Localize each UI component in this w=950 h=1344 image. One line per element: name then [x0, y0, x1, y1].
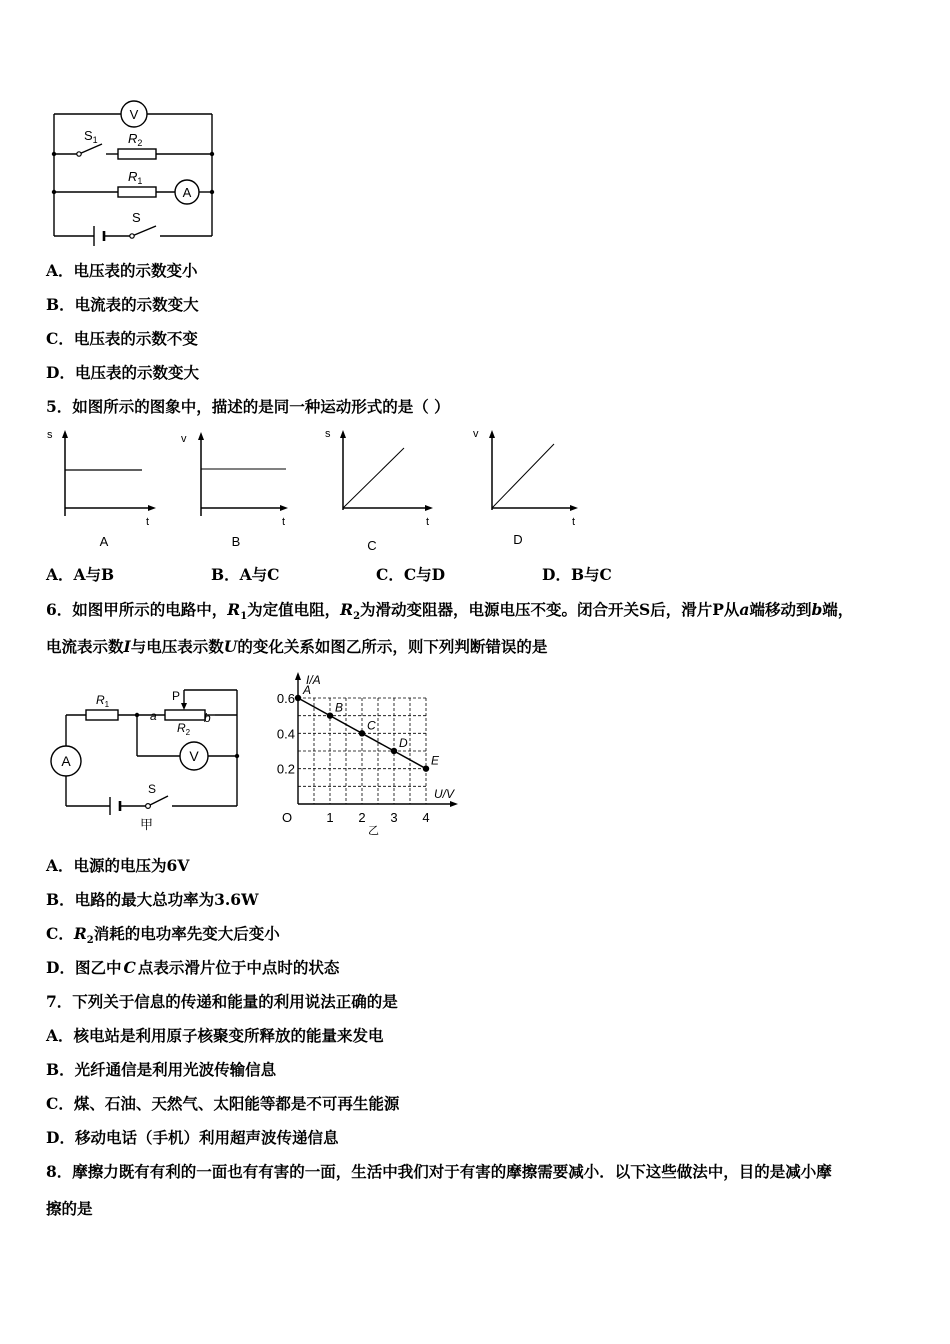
chart-x-axis-arrow: [450, 801, 458, 807]
q5-graph-d-ylabel: v: [473, 428, 479, 440]
q6-slider-arrow: [181, 703, 187, 710]
chart-point-label-b: B: [335, 700, 344, 715]
q5-option-c[interactable]: [376, 565, 445, 585]
q5-option-a[interactable]: [46, 565, 114, 585]
q4-option-b-text: 电流表的示数变大: [74, 295, 199, 314]
q4-s1-label: $S_1$: [84, 128, 98, 145]
q5-graph-c-line: [343, 448, 404, 508]
q5-option-b-text: A与C: [239, 565, 280, 584]
q6-stem-line2: [46, 637, 547, 657]
q5-graph-c-caption: C: [367, 538, 377, 553]
q6-option-a-text: 电源的电压为6V: [73, 856, 190, 875]
q4-option-a-text: 电压表的示数变小: [73, 261, 198, 280]
q6-option-a-label: A．: [46, 856, 74, 875]
q6-option-d-text: 点表示滑片位于中点时的状态: [137, 958, 340, 977]
q4-option-d-text: 电压表的示数变大: [74, 363, 199, 382]
chart-caption: 乙: [368, 825, 379, 837]
q5-graph-a: [44, 428, 164, 553]
q6-stem-emphasis: 错误: [485, 637, 517, 656]
q4-r1-label: $R_1$: [128, 169, 143, 186]
q6-r2-letter: R: [340, 600, 354, 619]
q5-graph-b-caption: B: [231, 534, 241, 549]
q6-r2-symbol: [340, 600, 361, 623]
q7-option-b-text: 光纤通信是利用光波传输信息: [74, 1060, 277, 1079]
q4-option-a-label: A．: [46, 261, 74, 280]
q8-stem-line2: 擦的是: [46, 1199, 93, 1218]
q6-stem-part: 为定值电阻，: [247, 600, 341, 619]
q4-option-a[interactable]: [46, 261, 198, 281]
q6-stem-part: 电流表示数: [46, 637, 124, 656]
q6-circuit-p-label: P: [172, 689, 181, 703]
q6-circuit-a-end: a: [150, 709, 157, 723]
q5-graph-c-ylabel: s: [325, 428, 331, 440]
chart-point-label-e: E: [431, 753, 440, 768]
q6-option-c-text: 消耗的电功率先变大后变小: [93, 924, 280, 943]
q5-option-b-label: B．: [211, 565, 240, 584]
q5-option-d-label: D．: [542, 565, 571, 584]
q6-i-symbol: I: [123, 637, 131, 656]
q5-option-d[interactable]: [542, 565, 612, 585]
q6-stem-line1: [46, 600, 853, 627]
q4-option-b[interactable]: [46, 295, 199, 315]
q6-r1-subscript: 1: [240, 611, 248, 623]
q6-option-c-symbol-letter: R: [73, 924, 87, 943]
q5-stem: 5．如图所示的图象中，描述的是同一种运动形式的是（ ）: [46, 397, 450, 416]
q6-circuit-diagram: [44, 686, 254, 836]
q5-option-a-label: A．: [46, 565, 74, 584]
q7-option-c[interactable]: [46, 1094, 399, 1114]
q6-option-d-symbol: C: [123, 958, 136, 977]
q4-s-label: S: [132, 210, 141, 225]
q5-graph-c: [322, 426, 442, 556]
q4-option-c-label: C．: [46, 329, 74, 348]
q6-option-d[interactable]: [46, 958, 339, 978]
q4-r2-resistor: [118, 149, 156, 159]
q6-stem-part: 6．如图甲所示的电路中，: [46, 600, 228, 619]
q7-option-d-text: 移动电话（手机）利用超声波传递信息: [74, 1128, 339, 1147]
chart-grid: [298, 698, 426, 804]
chart-points: [295, 683, 440, 772]
chart-x-tick-label: 1: [326, 810, 334, 825]
chart-point-label-c: C: [367, 718, 376, 733]
q5-graph-d-xlabel: t: [572, 516, 576, 528]
q4-s1-switch-contact: [77, 152, 81, 156]
q6-switch-label: S: [148, 782, 157, 796]
chart-x-tick-label: 4: [422, 810, 430, 825]
chart-y-tick-label: 0.4: [276, 726, 295, 742]
chart-point-label-a: A: [303, 683, 312, 697]
q5-graph-d-caption: D: [513, 532, 523, 547]
q4-circuit-diagram: [44, 98, 224, 246]
q7-option-d-label: D．: [46, 1128, 75, 1147]
q6-r1-letter: R: [227, 600, 241, 619]
q4-s-switch-contact: [130, 234, 134, 238]
chart-y-axis-arrow: [295, 672, 301, 680]
q5-graph-b-ylabel: v: [181, 433, 187, 445]
q6-option-c-label: C．: [46, 924, 74, 943]
q6-option-c[interactable]: [46, 924, 280, 951]
q5-graph-c-xlabel: t: [426, 516, 430, 528]
chart-x-tick-label: 3: [390, 810, 398, 825]
q5-option-c-text: C与D: [403, 565, 446, 584]
chart-y-tick-label: 0.2: [276, 761, 295, 777]
q4-option-d-label: D．: [46, 363, 75, 382]
chart-point-d: [391, 748, 397, 754]
chart-xlabel: U/V: [434, 787, 455, 801]
q6-stem-part: 为滑动变阻器，电源电压不变。闭合开关S后，滑片P从: [360, 600, 740, 619]
q4-ammeter-label: A: [182, 185, 192, 200]
q6-option-d-prefix: 图乙中: [74, 958, 122, 977]
q7-option-b[interactable]: [46, 1060, 276, 1080]
q6-circuit-caption: 甲: [140, 817, 154, 832]
q6-voltmeter-label: V: [189, 748, 199, 764]
chart-ylabel: I/A: [306, 673, 321, 687]
q4-option-d[interactable]: [46, 363, 199, 383]
q6-ammeter-label: A: [61, 753, 71, 769]
q6-option-b-label: B．: [46, 890, 75, 909]
q6-stem-part: 的变化关系如图乙所示，则下列判断: [237, 637, 486, 656]
q4-option-c-text: 电压表的示数不变: [73, 329, 198, 348]
q6-stem-part: 的是: [516, 637, 548, 656]
q5-graph-a-xlabel: t: [146, 516, 150, 528]
q6-circuit-r2-label: $R_2$: [177, 721, 191, 737]
q7-option-c-text: 煤、石油、天然气、太阳能等都是不可再生能源: [73, 1094, 400, 1113]
q6-option-b-text: 电路的最大总功率为3.6W: [74, 890, 259, 909]
q6-r1-resistor: [86, 710, 118, 720]
q6-option-c-symbol: [73, 924, 94, 947]
q4-r2-label: $R_2$: [128, 131, 143, 148]
q7-option-d[interactable]: [46, 1128, 338, 1148]
q5-graph-b-xlabel: t: [282, 516, 286, 528]
q7-option-c-label: C．: [46, 1094, 74, 1113]
chart-x-tick-label: 2: [358, 810, 366, 825]
chart-point-c: [359, 730, 365, 736]
q6-stem-part: 端，: [822, 600, 854, 619]
q6-b-end: b: [811, 600, 823, 619]
q6-stem-part: 与电压表示数: [130, 637, 224, 656]
q7-option-b-label: B．: [46, 1060, 75, 1079]
q6-stem-part: 端移动到: [749, 600, 812, 619]
chart-origin-label: O: [282, 810, 293, 825]
q5-graph-a-ylabel: s: [47, 429, 53, 441]
q7-stem: 7．下列关于信息的传递和能量的利用说法正确的是: [46, 992, 398, 1011]
q4-option-c[interactable]: [46, 329, 198, 349]
q6-switch-contact: [146, 804, 151, 809]
q4-voltmeter-label: V: [129, 107, 139, 122]
q5-graph-d-line: [492, 444, 554, 508]
q6-circuit-r1-label: $R_1$: [96, 693, 110, 709]
q7-option-a-label: A．: [46, 1026, 74, 1045]
q6-u-symbol: U: [223, 637, 238, 656]
q6-iu-chart: [268, 670, 468, 840]
q5-option-b[interactable]: [211, 565, 279, 585]
q6-option-b[interactable]: [46, 890, 258, 910]
q5-graph-a-caption: A: [99, 534, 109, 549]
chart-point-b: [327, 712, 333, 718]
q7-option-a[interactable]: [46, 1026, 384, 1046]
chart-point-label-d: D: [399, 736, 408, 750]
q6-option-c-symbol-subscript: 2: [86, 935, 94, 947]
q5-option-c-label: C．: [376, 565, 404, 584]
q4-r1-resistor: [118, 187, 156, 197]
chart-y-tick-label: 0.6: [276, 691, 295, 706]
q6-circuit-b-end: b: [204, 711, 211, 725]
q5-option-a-text: A与B: [73, 565, 115, 584]
q6-r1-symbol: [227, 600, 248, 623]
q5-graph-d: [470, 426, 590, 551]
q6-option-d-label: D．: [46, 958, 75, 977]
q6-a-end: a: [739, 600, 750, 619]
q8-stem-line1: 8．摩擦力既有有利的一面也有有害的一面，生活中我们对于有害的摩擦需要减小．以下这些做法中，目的是减小摩: [46, 1162, 832, 1181]
q6-option-a[interactable]: [46, 856, 189, 876]
q6-r2-resistor: [165, 710, 205, 720]
q5-option-d-text: B与C: [570, 565, 612, 584]
q4-option-b-label: B．: [46, 295, 75, 314]
q7-option-a-text: 核电站是利用原子核聚变所释放的能量来发电: [73, 1026, 384, 1045]
q5-graph-b: [178, 428, 298, 553]
chart-point-e: [423, 765, 429, 771]
chart-point-a: [295, 695, 301, 701]
q6-r2-subscript: 2: [353, 611, 361, 623]
